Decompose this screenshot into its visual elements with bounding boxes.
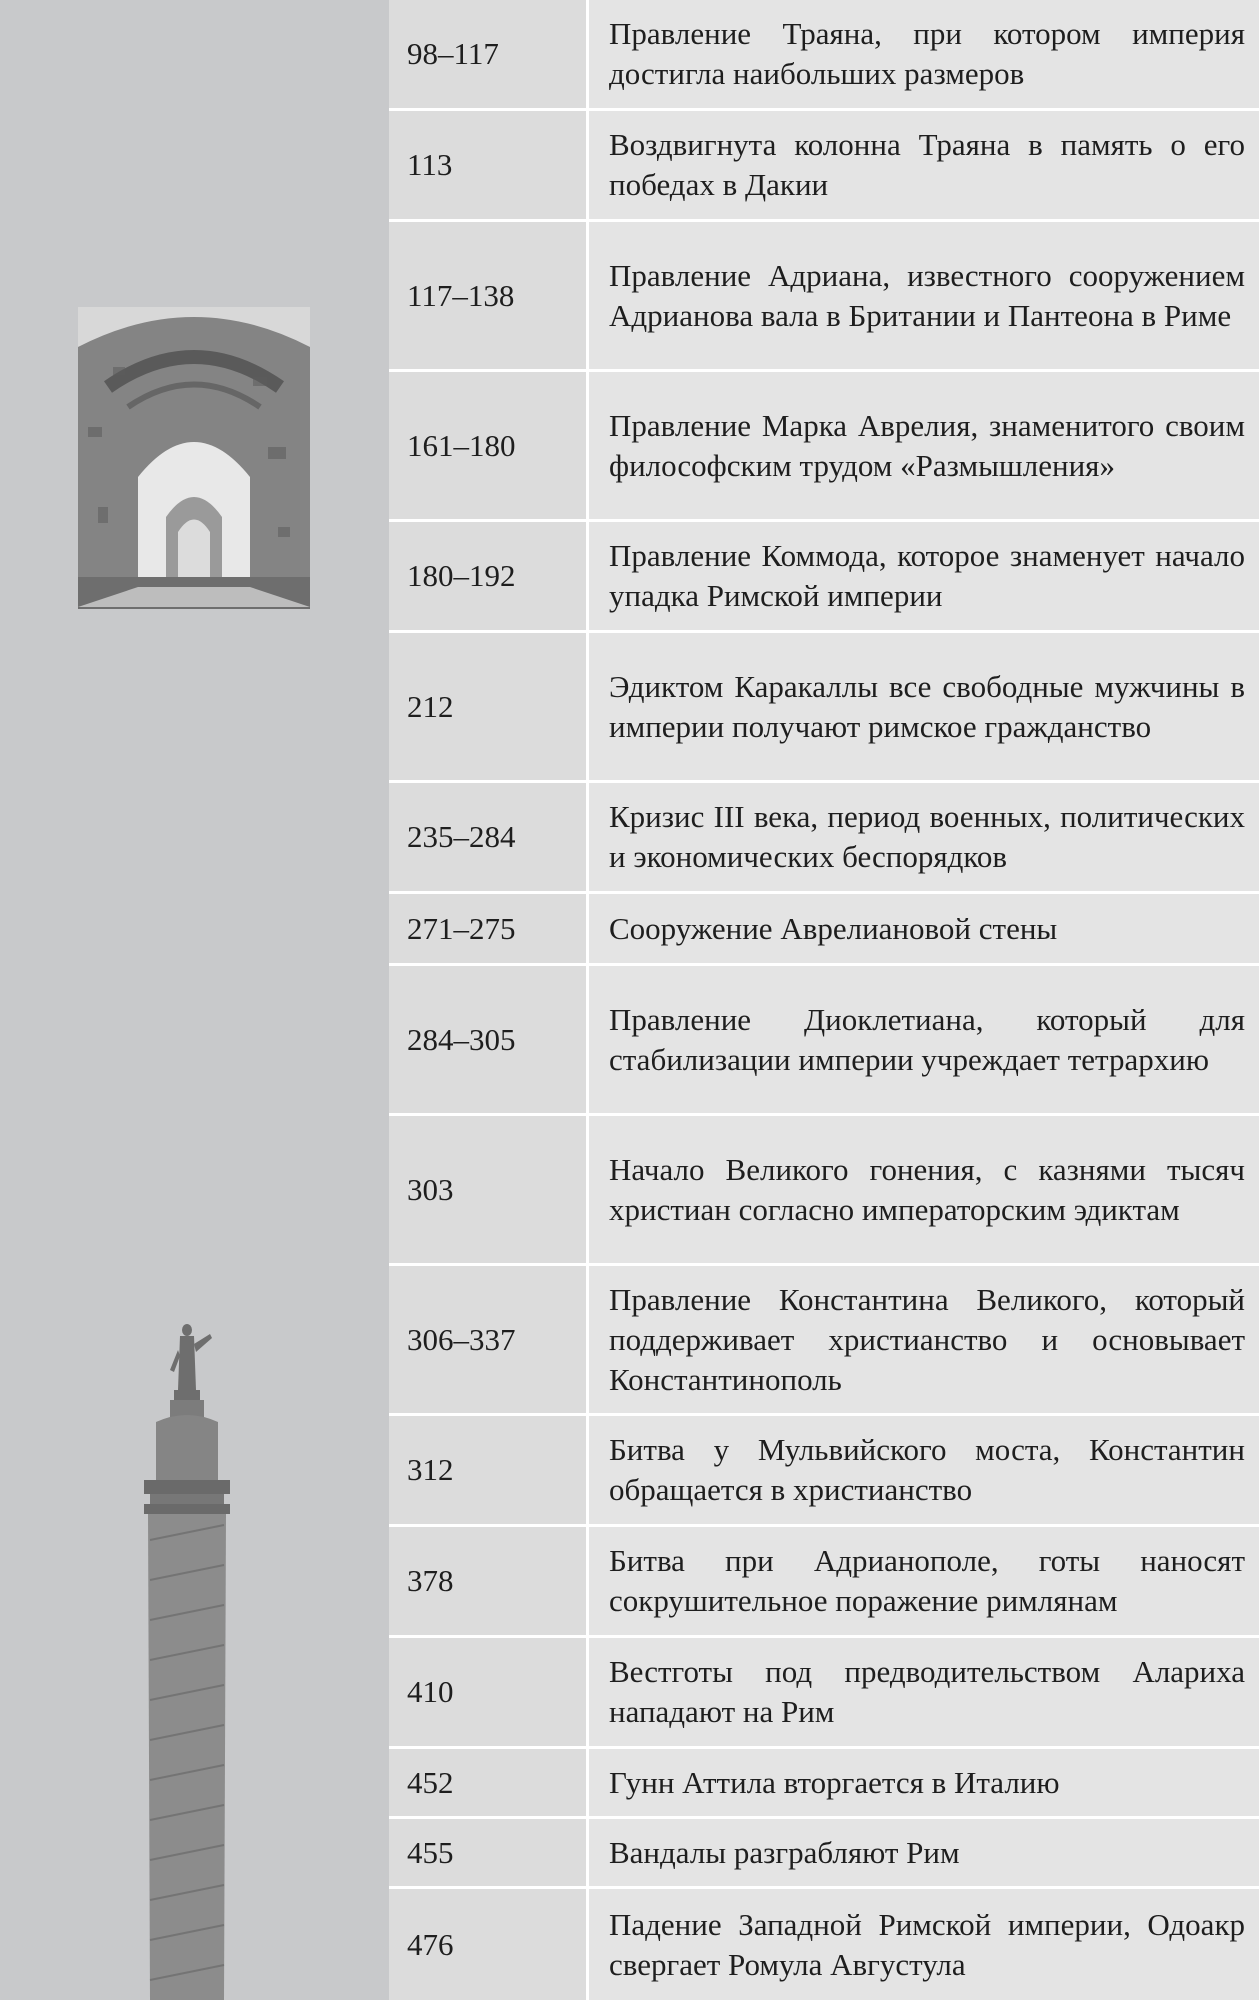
timeline-row [389, 372, 1259, 519]
timeline-event: Начало Великого гонения, с казнями тысяч христиан согласно императорским эдиктам [589, 1116, 1259, 1263]
timeline-year: 378 [389, 1527, 586, 1635]
timeline-year: 284–305 [389, 966, 586, 1113]
timeline-year: 235–284 [389, 783, 586, 891]
timeline-row [389, 1749, 1259, 1816]
timeline-year: 452 [389, 1749, 586, 1816]
timeline-event: Правление Марка Аврелия, знаменитого своим философским трудом «Размышления» [589, 372, 1259, 519]
timeline-row [389, 522, 1259, 630]
timeline-row [389, 1889, 1259, 2000]
timeline-row [389, 633, 1259, 780]
timeline-event: Гунн Аттила вторгается в Италию [589, 1749, 1259, 1816]
timeline-event: Сооружение Аврелиановой стены [589, 894, 1259, 963]
timeline-event: Воздвигнута колонна Траяна в память о его победах в Дакии [589, 111, 1259, 219]
timeline-row [389, 111, 1259, 219]
timeline-event: Падение Западной Римской империи, Одоакр свергает Ромула Августула [589, 1889, 1259, 2000]
timeline-row [389, 1527, 1259, 1635]
timeline-event: Правление Константина Великого, который поддерживает христианство и основывает Константинополь [589, 1266, 1259, 1413]
timeline-event: Битва при Адрианополе, готы наносят сокрушительное поражение римлянам [589, 1527, 1259, 1635]
timeline-year: 312 [389, 1416, 586, 1524]
timeline-table [389, 0, 1259, 2000]
sidebar [0, 0, 389, 2000]
timeline-year: 476 [389, 1889, 586, 2000]
timeline-row [389, 0, 1259, 108]
timeline-row [389, 966, 1259, 1113]
timeline-event: Битва у Мульвийского моста, Константин обращается в христианство [589, 1416, 1259, 1524]
trajans-column-photo [130, 1320, 240, 2000]
timeline-year: 113 [389, 111, 586, 219]
timeline-year: 410 [389, 1638, 586, 1746]
timeline-event: Правление Траяна, при котором империя достигла наибольших размеров [589, 0, 1259, 108]
timeline-year: 161–180 [389, 372, 586, 519]
timeline-event: Правление Диоклетиана, который для стабилизации империи учреждает тетрархию [589, 966, 1259, 1113]
timeline-year: 212 [389, 633, 586, 780]
timeline-row [389, 1116, 1259, 1263]
timeline-year: 455 [389, 1819, 586, 1886]
timeline-year: 303 [389, 1116, 586, 1263]
timeline-row [389, 1819, 1259, 1886]
timeline-year: 98–117 [389, 0, 586, 108]
timeline-event: Вандалы разграбляют Рим [589, 1819, 1259, 1886]
timeline-year: 117–138 [389, 222, 586, 369]
timeline-row [389, 1638, 1259, 1746]
timeline-year: 306–337 [389, 1266, 586, 1413]
timeline-row [389, 783, 1259, 891]
baths-of-caracalla-photo [78, 307, 310, 609]
timeline-event: Правление Адриана, известного сооружением Адрианова вала в Британии и Пантеона в Риме [589, 222, 1259, 369]
timeline-event: Кризис III века, период военных, политических и экономических беспорядков [589, 783, 1259, 891]
timeline-year: 180–192 [389, 522, 586, 630]
timeline-row [389, 222, 1259, 369]
timeline-row [389, 1416, 1259, 1524]
timeline-event: Эдиктом Каракаллы все свободные мужчины в империи получают римское гражданство [589, 633, 1259, 780]
timeline-year: 271–275 [389, 894, 586, 963]
timeline-row [389, 1266, 1259, 1413]
timeline-event: Правление Коммода, которое знаменует начало упадка Римской империи [589, 522, 1259, 630]
timeline-row [389, 894, 1259, 963]
timeline-event: Вестготы под предводительством Алариха нападают на Рим [589, 1638, 1259, 1746]
